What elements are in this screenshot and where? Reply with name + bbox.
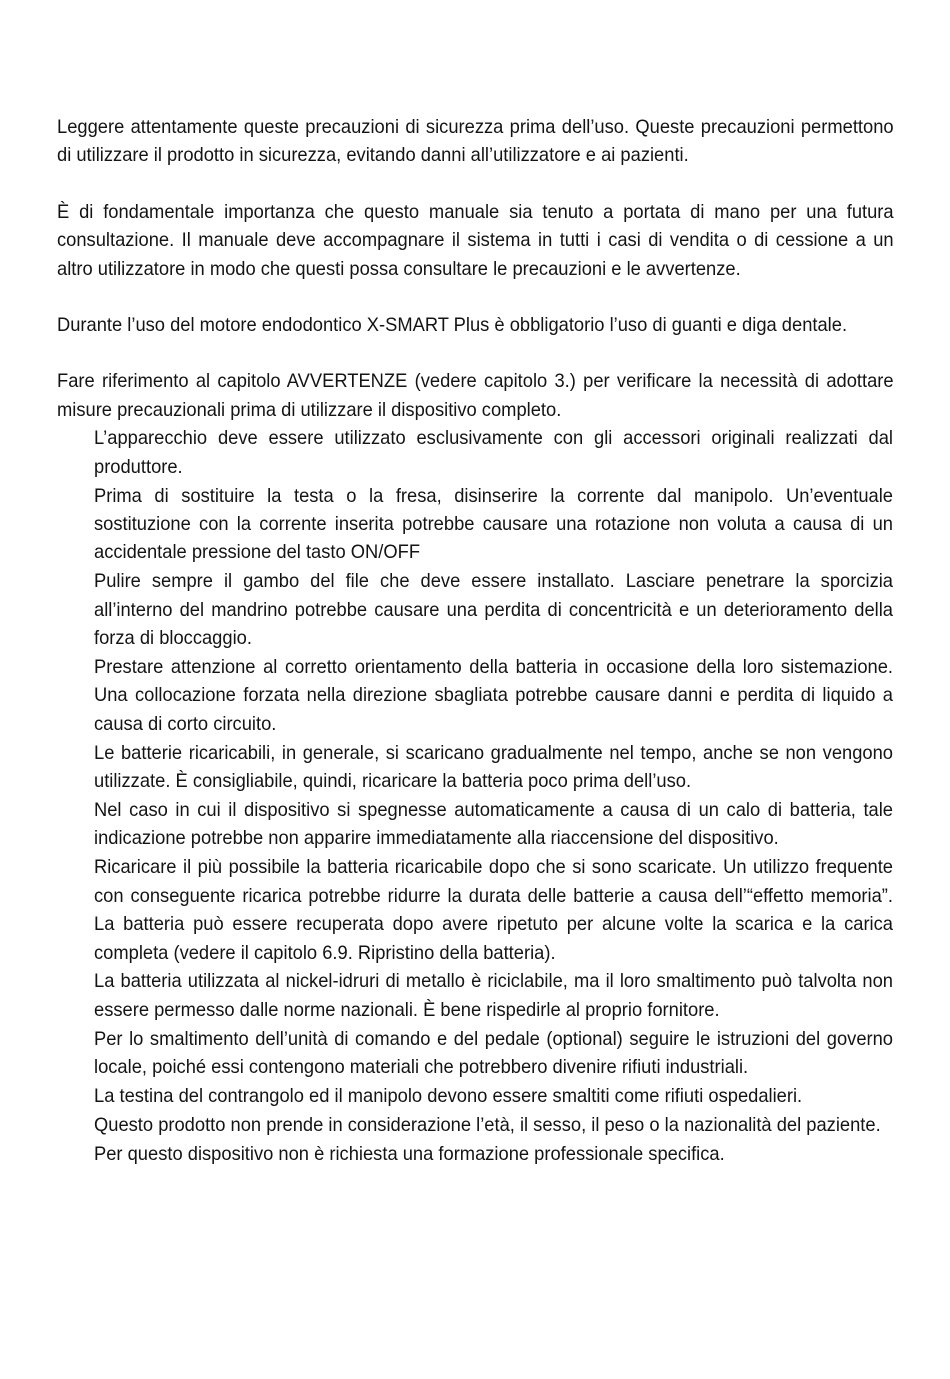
list-item: Questo prodotto non prende in considerazione l’età, il sesso, il peso o la nazionalità del paziente. — [94, 1114, 881, 1136]
list-item: Prima di sostituire la testa o la fresa, disinserire la corrente dal manipolo. Un’eventuale sostituzione con la corrente inserita potrebbe causare una rotazione non voluta a causa di un accidentale pressione del tasto ON/OFF — [94, 484, 893, 564]
document-page — [57, 113, 894, 1169]
list-item: Per questo dispositivo non è richiesta una formazione professionale specifica. — [94, 1142, 725, 1165]
intro-paragraph-manual: È di fondamentale importanza che questo manuale sia tenuto a portata di mano per una futura consultazione. Il manuale deve accompagnare il sistema in tutti i casi di vendita o di cessione a un altro utilizzatore in modo che questi possa consultare le precauzioni e le avvertenze. — [57, 200, 894, 280]
precautions-list — [57, 424, 894, 1168]
list-item: Nel caso in cui il dispositivo si spegnesse automaticamente a causa di un calo di batteria, tale indicazione potrebbe non apparire immediatamente alla riaccensione del dispositivo. — [94, 799, 893, 850]
list-item: Pulire sempre il gambo del file che deve essere installato. Lasciare penetrare la sporcizia all’interno del mandrino potrebbe causare una perdita di concentricità e un deterioramento della forza di bloccaggio. — [94, 570, 893, 650]
list-item: Per lo smaltimento dell’unità di comando e del pedale (optional) seguire le istruzioni del governo locale, poiché essi contengono materiali che potrebbero divenire rifiuti industriali. — [94, 1027, 893, 1079]
list-item: Le batterie ricaricabili, in generale, si scaricano gradualmente nel tempo, anche se non vengono utilizzate. È consigliabile, quindi, ricaricare la batteria poco prima dell’uso. — [94, 741, 893, 793]
list-item: Prestare attenzione al corretto orientamento della batteria in occasione della loro sistemazione. Una collocazione forzata nella direzione sbagliata potrebbe causare danni e perdita di liquido a causa di corto circuito. — [94, 656, 893, 735]
list-item: La testina del contrangolo ed il manipolo devono essere smaltiti come rifiuti ospedalieri. — [94, 1085, 803, 1108]
list-item: La batteria utilizzata al nickel-idruri di metallo è riciclabile, ma il loro smaltimento può talvolta non essere permesso dalle norme nazionali. È bene rispedirle al proprio fornitore. — [94, 970, 893, 1021]
list-item: L’apparecchio deve essere utilizzato esclusivamente con gli accessori originali realizzati dal produttore. — [94, 427, 893, 478]
intro-paragraph-warnings: Fare riferimento al capitolo AVVERTENZE (vedere capitolo 3.) per verificare la necessità di adottare misure precauzionali prima di utilizzare il dispositivo completo. — [57, 370, 894, 421]
intro-paragraph-gloves: Durante l’uso del motore endodontico X-SMART Plus è obbligatorio l’uso di guanti e diga dentale. — [57, 314, 848, 337]
intro-paragraph-reading: Leggere attentamente queste precauzioni di sicurezza prima dell’uso. Queste precauzioni permettono di utilizzare il prodotto in sicurezza, evitando danni all’utilizzatore e ai pazienti. — [57, 116, 894, 167]
list-item: Ricaricare il più possibile la batteria ricaricabile dopo che si sono scaricate. Un utilizzo frequente con conseguente ricarica potrebbe ridurre la durata delle batterie a causa dell’“effetto memoria”. La batteria può essere recuperata dopo avere ripetuto per alcune volte la scarica e la carica completa (vedere il capitolo 6.9. Ripristino della batteria). — [94, 856, 893, 964]
